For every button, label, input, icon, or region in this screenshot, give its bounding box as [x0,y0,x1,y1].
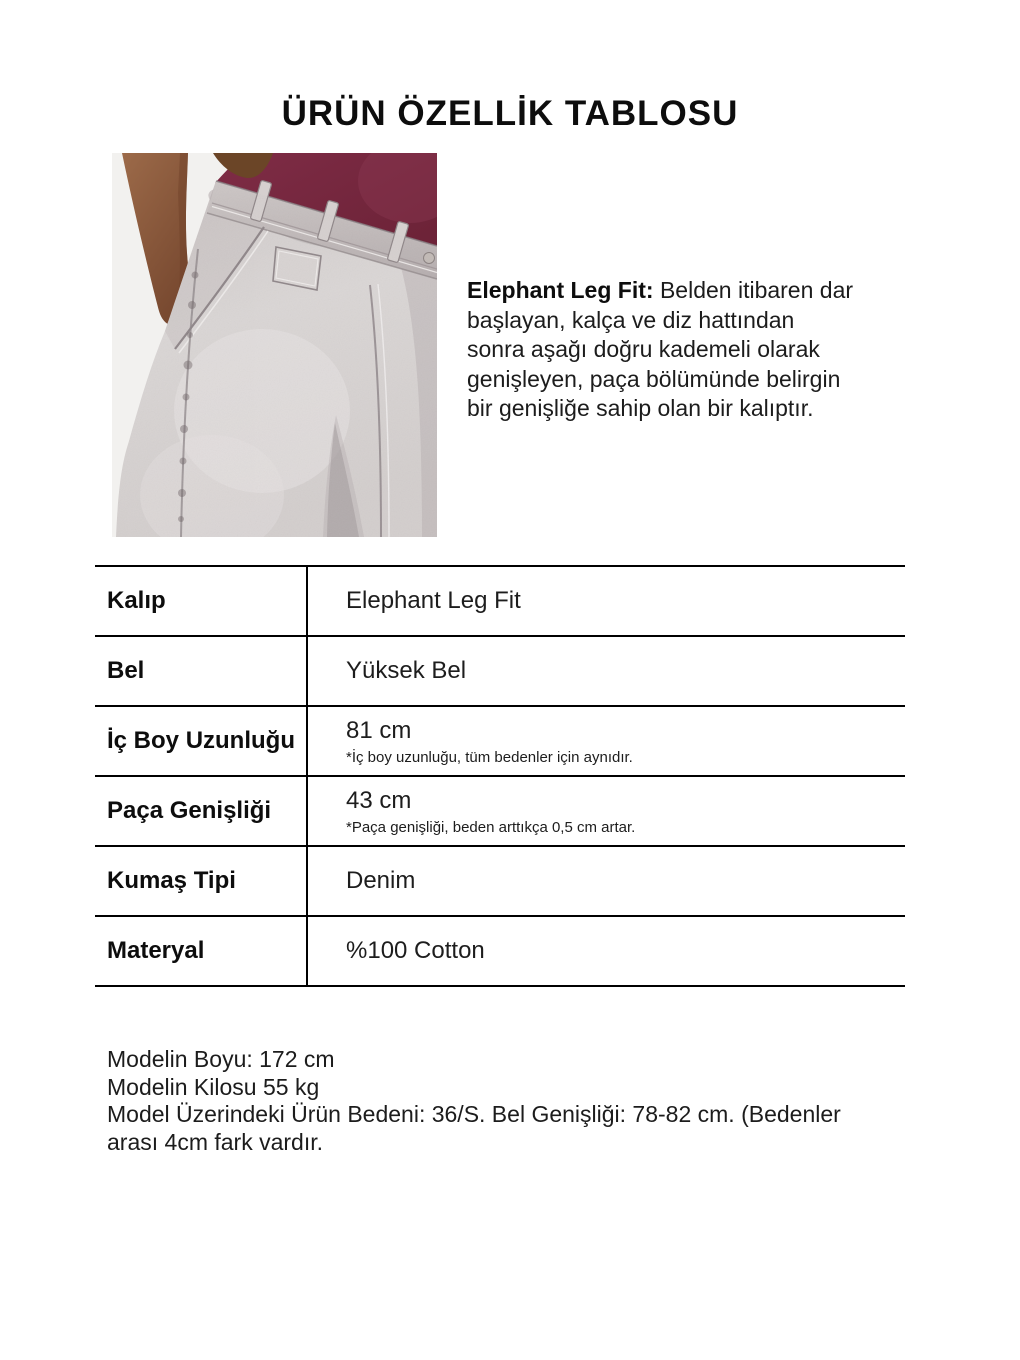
spec-table [95,565,905,987]
spec-label: Bel [95,637,308,705]
fit-description-line: genişleyen, paça bölümünde belirgin [467,365,841,392]
spec-row-kalip [95,567,905,637]
spec-note: *Paça genişliği, beden arttıkça 0,5 cm artar. [346,818,636,836]
product-photo [112,153,437,537]
spec-value-cell [308,917,905,985]
spec-row-paca [95,777,905,847]
spec-row-bel [95,637,905,707]
spec-label: Kalıp [95,567,308,635]
fit-description-line: başlayan, kalça ve diz hattından [467,306,795,333]
model-info-line: Modelin Kilosu 55 kg [107,1073,320,1100]
fit-description-line: sonra aşağı doğru kademeli olarak [467,336,820,362]
spec-value-cell [308,847,905,915]
fit-description-line: bir genişliğe sahip olan bir kalıptır. [467,395,814,421]
spec-row-materyal [95,917,905,987]
page-title: ÜRÜN ÖZELLİK TABLOSU [281,94,739,133]
spec-label: Kumaş Tipi [95,847,308,915]
model-info-line: Model Üzerindeki Ürün Bedeni: 36/S. Bel Genişliği: 78-82 cm. (Bedenler [107,1101,841,1127]
spec-label: İç Boy Uzunluğu [95,707,308,775]
spec-row-kumas [95,847,905,917]
model-info [107,1046,937,1156]
spec-value-cell [308,707,905,775]
spec-value-cell [308,567,905,635]
spec-label: Materyal [95,917,308,985]
jeans-photo-illustration [112,153,437,537]
fit-description [467,276,919,424]
spec-note: *İç boy uzunluğu, tüm bedenler için aynıdır. [346,748,633,766]
spec-value-cell [308,777,905,845]
spec-label: Paça Genişliği [95,777,308,845]
spec-value: 81 cm [346,716,412,744]
spec-value: 43 cm [346,786,412,814]
spec-value: Denim [346,867,416,894]
fit-description-line: Elephant Leg Fit: Belden itibaren dar [467,277,854,303]
spec-value: %100 Cotton [346,937,485,964]
spec-value-cell [308,637,905,705]
spec-value: Elephant Leg Fit [346,587,521,614]
model-info-line: Modelin Boyu: 172 cm [107,1046,335,1072]
spec-value: Yüksek Bel [346,657,467,684]
model-info-line: arası 4cm fark vardır. [107,1128,324,1155]
fit-name: Elephant Leg Fit: [467,277,654,303]
spec-row-ic-boy [95,707,905,777]
